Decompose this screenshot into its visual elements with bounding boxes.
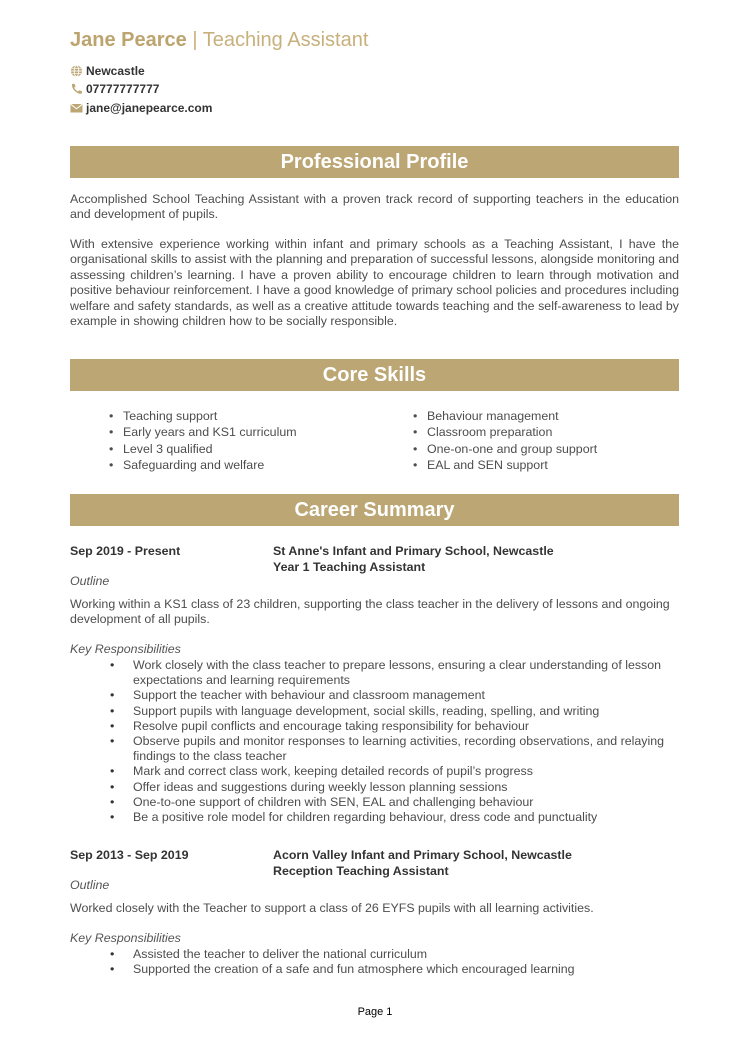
job-outline: Worked closely with the Teacher to support a class of 26 EYFS pupils with all learning activities. [70, 901, 594, 915]
section-header-skills: Core Skills [70, 359, 679, 391]
page-title [70, 28, 368, 52]
list-item: • Early years and KS1 curriculum [109, 425, 297, 440]
list-item: • Support pupils with language development, social skills, reading, spelling, and writing [110, 703, 600, 718]
list-item: • Work closely with the class teacher to prepare lessons, ensuring a clear understanding of lesson expectations and learning requirements [110, 658, 662, 688]
list-item: • Teaching support [109, 409, 218, 423]
globe-icon [70, 65, 83, 77]
section-header-career: Career Summary [70, 494, 679, 526]
list-item: • Level 3 qualified [109, 441, 213, 456]
phone-icon [70, 83, 83, 95]
job-dates: Sep 2019 - Present [70, 544, 181, 558]
list-item: • One-to-one support of children with SEN, EAL and challenging behaviour [110, 794, 534, 809]
location-text: Newcastle [86, 64, 145, 78]
contact-email[interactable] [70, 100, 212, 116]
list-item: • EAL and SEN support [413, 457, 548, 472]
profile-paragraph-1: Accomplished School Teaching Assistant with a proven track record of supporting teachers in the education and development of pupils. [70, 192, 679, 222]
candidate-name: Jane Pearce [70, 29, 187, 51]
contact-location [70, 63, 145, 79]
list-item: • Resolve pupil conflicts and encourage taking responsibility for behaviour [110, 718, 530, 733]
responsibilities-label: Key Responsibilities [70, 642, 181, 656]
job-dates: Sep 2013 - Sep 2019 [70, 848, 189, 862]
job-employer: Acorn Valley Infant and Primary School, Newcastle [273, 848, 572, 862]
contact-phone [70, 81, 159, 97]
outline-label: Outline [70, 574, 110, 588]
phone-text: 07777777777 [86, 82, 160, 96]
list-item: • Behaviour management [413, 409, 559, 423]
list-item: • Safeguarding and welfare [109, 457, 265, 472]
section-header-profile: Professional Profile [70, 146, 679, 178]
email-link[interactable]: jane@janepearce.com [86, 101, 213, 115]
list-item: • Mark and correct class work, keeping detailed records of pupil’s progress [110, 764, 533, 779]
job-employer-block [273, 544, 554, 575]
candidate-role: Teaching Assistant [202, 29, 369, 51]
job-position: Year 1 Teaching Assistant [273, 559, 426, 574]
responsibilities-label: Key Responsibilities [70, 931, 181, 945]
job-employer: St Anne's Infant and Primary School, Newcastle [273, 544, 554, 558]
list-item: • Supported the creation of a safe and fun atmosphere which encouraged learning [110, 962, 575, 977]
list-item: • Classroom preparation [413, 425, 553, 440]
skills-list-right [413, 408, 597, 473]
list-item: • Assisted the teacher to deliver the national curriculum [110, 947, 428, 961]
job-employer-block [273, 848, 572, 879]
list-item: • One-on-one and group support [413, 441, 598, 456]
envelope-icon [70, 102, 83, 114]
list-item: • Observe pupils and monitor responses to learning activities, recording observations, and relaying findings to the class teacher [110, 734, 665, 764]
responsibilities-list [110, 658, 683, 825]
title-separator: | [192, 29, 198, 51]
list-item: • Offer ideas and suggestions during weekly lesson planning sessions [110, 779, 508, 794]
responsibilities-list [110, 947, 683, 977]
job-position: Reception Teaching Assistant [273, 863, 449, 878]
page-number: Page 1 [357, 1006, 393, 1018]
list-item: • Be a positive role model for children regarding behaviour, dress code and punctuality [110, 810, 598, 825]
job-outline: Working within a KS1 class of 23 children, supporting the class teacher in the delivery of lessons and ongoing development of all pupils. [70, 597, 670, 627]
outline-label: Outline [70, 878, 110, 892]
profile-paragraph-2: With extensive experience working within infant and primary schools as a Teaching Assistant, I have the organisational skills to assist with the planning and preparation of successful lessons, alongside monitoring and assessing children’s learning. I have a proven ability to encourage children to learn through motivation and positive behaviour reinforcement. I have a good knowledge of primary school policies and procedures including welfare and safety standards, as well as a creative attitude towards teaching and the self-awareness to lead by example in showing children how to be socially responsible. [70, 237, 679, 329]
list-item: • Support the teacher with behaviour and classroom management [110, 688, 485, 703]
skills-list-left [109, 408, 297, 473]
